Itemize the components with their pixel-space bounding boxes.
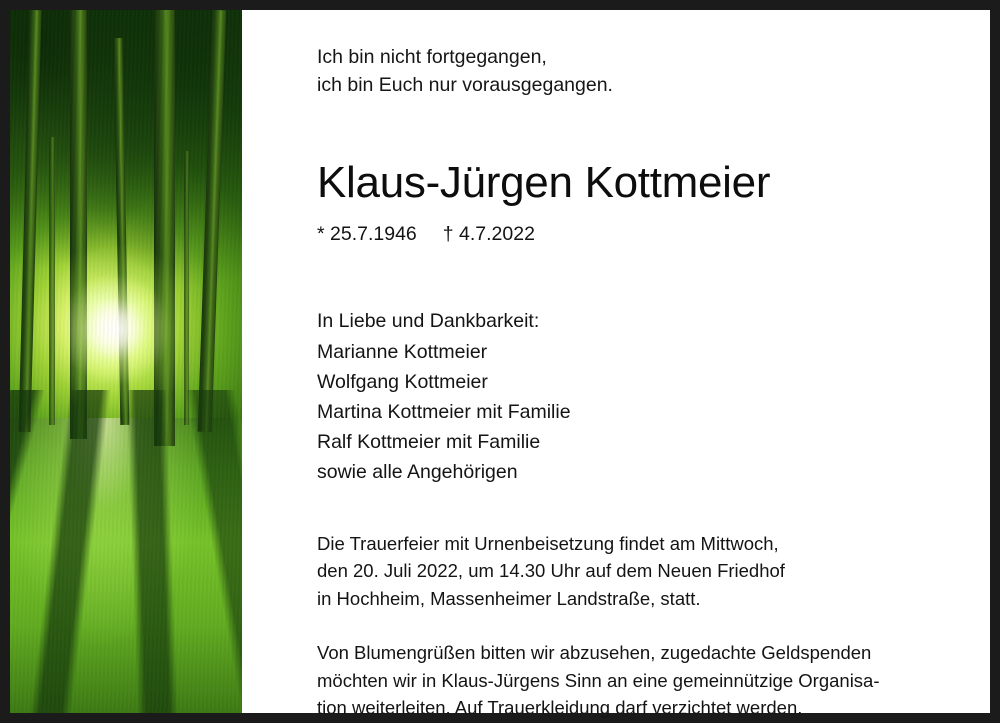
donation-line: möchten wir in Klaus-Jürgens Sinn an eine gemeinnützige Organisa-	[317, 669, 880, 691]
memorial-photo	[10, 10, 242, 713]
photo-texture	[10, 10, 242, 713]
verse-line: ich bin Euch nur vorausgegangen.	[317, 73, 613, 96]
family-member: sowie alle Angehörigen	[317, 461, 518, 484]
verse-line: Ich bin nicht fortgegangen,	[317, 46, 547, 68]
life-dates	[317, 223, 950, 246]
birth-date: * 25.7.1946	[317, 223, 417, 246]
family-member: Marianne Kottmeier	[317, 340, 488, 363]
family-block	[317, 306, 950, 487]
family-member: Ralf Kottmeier mit Familie	[317, 431, 541, 454]
ceremony-details	[317, 530, 950, 613]
forest-scene-illustration	[10, 10, 242, 713]
notice-text-panel	[242, 10, 990, 719]
ceremony-line: Die Trauerfeier mit Urnenbeisetzung findet am Mittwoch,	[317, 532, 779, 554]
memorial-verse	[317, 44, 950, 99]
family-member: Wolfgang Kottmeier	[317, 370, 488, 393]
donation-line: tion weiterleiten. Auf Trauerkleidung darf verzichtet werden.	[317, 697, 803, 719]
donation-request	[317, 639, 950, 722]
donation-line: Von Blumengrüßen bitten wir abzusehen, zugedachte Geldspenden	[317, 641, 872, 663]
family-member: Martina Kottmeier mit Familie	[317, 401, 571, 424]
family-intro: In Liebe und Dankbarkeit:	[317, 310, 540, 333]
deceased-name: Klaus-Jürgen Kottmeier	[317, 158, 771, 208]
ceremony-line: in Hochheim, Massenheimer Landstraße, statt.	[317, 588, 701, 610]
death-date: † 4.7.2022	[442, 223, 535, 246]
ceremony-line: den 20. Juli 2022, um 14.30 Uhr auf dem Neuen Friedhof	[317, 560, 785, 582]
